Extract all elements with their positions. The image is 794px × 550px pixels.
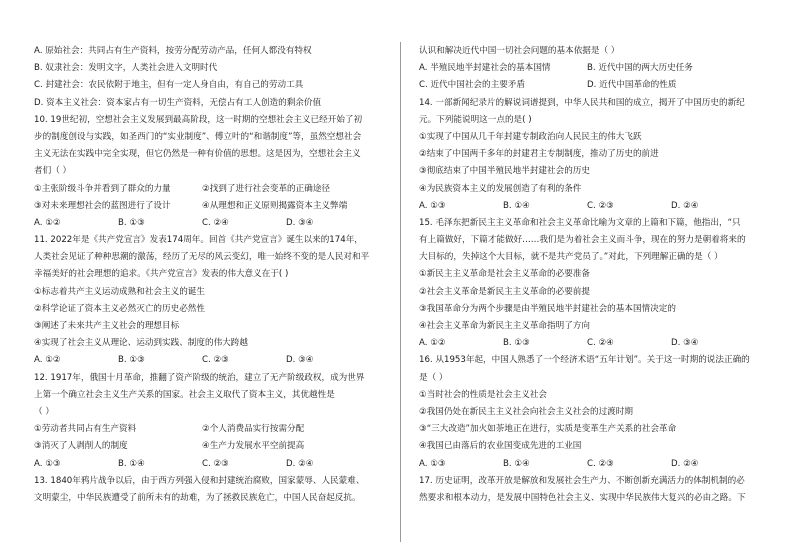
option-text: D. ②④ <box>286 458 314 469</box>
text-line: 幸福美好的社会理想的追求。《共产党宣言》发表的伟大意义在于( ) <box>34 269 289 280</box>
text-line: ④实现了社会主义从理论、运动到实践、制度的伟大跨越 <box>34 338 248 349</box>
option-text: D. ②④ <box>671 200 699 211</box>
text-line: 元。下列能说明这一点的是( ) <box>419 114 532 125</box>
text-line: C. 封建社会：农民依附于地主，但有一定人身自由，有自己的劳动工具 <box>34 80 304 91</box>
option-text: B. ①④ <box>118 458 145 469</box>
option-text: ④从理想和正义原则揭露资本主义弊端 <box>202 200 348 211</box>
option-text: B. ①④ <box>503 200 530 211</box>
option-text: D. ③④ <box>671 338 699 349</box>
text-line: ④为民族资本主义的发展创造了有利的条件 <box>419 183 582 194</box>
right-column <box>419 43 769 507</box>
option-text: A. ①② <box>34 355 61 366</box>
option-text: ②找到了进行社会变革的正确途径 <box>202 183 331 194</box>
option-text: B. ①④ <box>503 458 530 469</box>
option-text: C. ②③ <box>587 200 614 211</box>
option-text: A. ①② <box>419 338 446 349</box>
text-line: 上第一个确立社会主义生产关系的国家。社会主义取代了资本主义，其优越性是 <box>34 389 335 400</box>
text-line: ④我国已由落后的农业国变成先进的工业国 <box>419 441 582 452</box>
text-line: ③“三大改造”加火如荼地正在进行，实质是变革生产关系的社会革命 <box>419 424 677 435</box>
statement-options-row <box>419 77 769 94</box>
option-text: D. ③④ <box>286 355 314 366</box>
option-text: ③对未来理想社会的蓝图进行了设计 <box>34 200 171 211</box>
text-line: 15. 毛泽东把新民主主义革命和社会主义革命比喻为文章的上篇和下篇，他指出，“只 <box>419 217 741 228</box>
text-line: A. 原始社会：共同占有生产资料，按劳分配劳动产品，任何人都没有特权 <box>34 46 312 56</box>
text-line: 11. 2022年是《共产党宣言》发表174周年。回首《共产党宣言》诞生以来的174年， <box>34 235 363 246</box>
option-text: C. ②③ <box>587 458 614 469</box>
statement-options-row <box>34 181 394 198</box>
option-text: C. ②④ <box>202 217 229 228</box>
option-text: D. ②④ <box>671 458 699 469</box>
option-text: C. ②③ <box>202 355 229 366</box>
statement-options-row <box>34 421 394 438</box>
text-line: ④社会主义革命为新民主主义革命指明了方向 <box>419 321 590 331</box>
answer-options-row <box>34 352 394 369</box>
option-text: A. ①③ <box>419 200 446 211</box>
text-line: 然要求和根本动力，是发展中国特色社会主义、实现中华民族伟大复兴的必由之路。下 <box>419 492 746 503</box>
option-text: C. ②④ <box>587 338 614 349</box>
option-text: ①劳动者共同占有生产资料 <box>34 424 137 435</box>
text-line: 16. 从1953年起，中国人熟悉了一个经济术语“五年计划”。关于这一时期的说法正确的 <box>419 355 750 366</box>
option-text: D. 近代中国革命的性质 <box>587 80 677 91</box>
option-text: A. ①② <box>34 217 61 228</box>
text-line: ②我国仍处在新民主主义社会向社会主义社会的过渡时期 <box>419 406 633 417</box>
option-text: A. ①③ <box>419 458 446 469</box>
left-column <box>34 43 394 507</box>
option-text: ②个人消费品实行按需分配 <box>202 424 305 435</box>
option-text: ③消灭了人剥削人的制度 <box>34 441 128 452</box>
text-line: 10. 19世纪初，空想社会主义发展到最高阶段，这一时期的空想社会主义已经开始了初 <box>34 114 363 125</box>
text-line: 是（ ） <box>419 372 448 383</box>
text-line: ②社会主义革命是新民主主义革命的必要前提 <box>419 286 590 297</box>
option-text: A. ①③ <box>34 458 61 469</box>
text-line: 人类社会见证了种种思潮的激荡，经历了无尽的风云变幻，唯一始终不变的是人民对和平 <box>34 252 370 263</box>
text-line: ③阐述了未来共产主义社会的理想目标 <box>34 321 180 331</box>
answer-options-row <box>419 198 769 215</box>
column-divider <box>400 42 401 542</box>
answer-options-row <box>419 335 769 352</box>
text-line: B. 奴隶社会：发明文字，人类社会进入文明时代 <box>34 63 218 74</box>
text-line: ①标志着共产主义运动成熟和社会主义的诞生 <box>34 286 205 297</box>
option-text: B. ①③ <box>118 217 145 228</box>
text-line: ③我国革命分为两个步骤是由半殖民地半封建社会的基本国情决定的 <box>419 303 676 314</box>
text-line: 主义无法在实践中完全实现，但它仍然是一种有价值的思想。这是因为，空想社会主义 <box>34 149 361 160</box>
text-line: D. 资本主义社会：资本家占有一切生产资料，无偿占有工人创造的剩余价值 <box>34 97 322 108</box>
option-text: B. 近代中国的两大历史任务 <box>587 63 693 74</box>
text-line: 文明蒙尘，中华民族遭受了前所未有的劫难，为了拯救民族危亡，中国人民奋起反抗。 <box>34 492 361 503</box>
text-line: 步的制度创设与实践，如圣西门的“实业制度”、傅立叶的“和谐制度”等，虽然空想社会 <box>34 131 362 142</box>
text-line: ①实现了中国从几千年封建专制政治向人民民主的伟大飞跃 <box>419 131 642 142</box>
text-line: ①当时社会的性质是社会主义社会 <box>419 389 548 400</box>
option-text: ①主张阶级斗争并看到了群众的力量 <box>34 183 171 194</box>
statement-options-row <box>34 438 394 455</box>
option-text: B. ①③ <box>503 338 530 349</box>
statement-options-row <box>419 60 769 77</box>
text-line: 有上篇做好，下篇才能做好……我们是为着社会主义而斗争，现在的努力是朝着将来的 <box>419 235 746 246</box>
text-line: （ ） <box>34 406 54 417</box>
option-text: C. 近代中国社会的主要矛盾 <box>419 80 525 91</box>
text-line: 认识和解决近代中国一切社会问题的基本依据是（ ） <box>419 46 620 56</box>
option-text: C. ②③ <box>202 458 229 469</box>
text-line: 17. 历史证明，改革开放是解放和发展社会生产力、不断创新充满活力的体制机制的必 <box>419 475 745 486</box>
text-line: ②结束了中国两千多年的封建君主专制制度，推动了历史的前进 <box>419 149 659 160</box>
text-line: 者们（ ） <box>34 166 72 177</box>
text-line: 13. 1840年鸦片战争以后，由于西方列强入侵和封建统治腐败，国家蒙辱、人民蒙难、 <box>34 475 365 486</box>
option-text: D. ③④ <box>286 217 314 228</box>
option-text: ④生产力发展水平空前提高 <box>202 441 305 452</box>
text-line: 12. 1917年，俄国十月革命，推翻了资产阶级的统治，建立了无产阶级政权，成为世界 <box>34 372 365 383</box>
text-line: 14. 一部新闻纪录片的解说词谱提到，中华人民共和国的成立，揭开了中国历史的新纪 <box>419 97 745 108</box>
text-line: ①新民主主义革命是社会主义革命的必要准备 <box>419 269 590 280</box>
option-text: B. ①③ <box>118 355 145 366</box>
statement-options-row <box>34 198 394 215</box>
option-text: A. 半殖民地半封建社会的基本国情 <box>419 63 551 74</box>
text-line: 大目标的，失掉这个大目标，就不是共产党员了。”对此，下列理解正确的是（ ） <box>419 252 723 263</box>
answer-options-row <box>34 215 394 232</box>
answer-options-row <box>34 456 394 473</box>
answer-options-row <box>419 456 769 473</box>
text-line: ②科学论证了资本主义必然灭亡的历史必然性 <box>34 303 205 314</box>
text-line: ③彻底结束了中国半殖民地半封建社会的历史 <box>419 166 590 177</box>
